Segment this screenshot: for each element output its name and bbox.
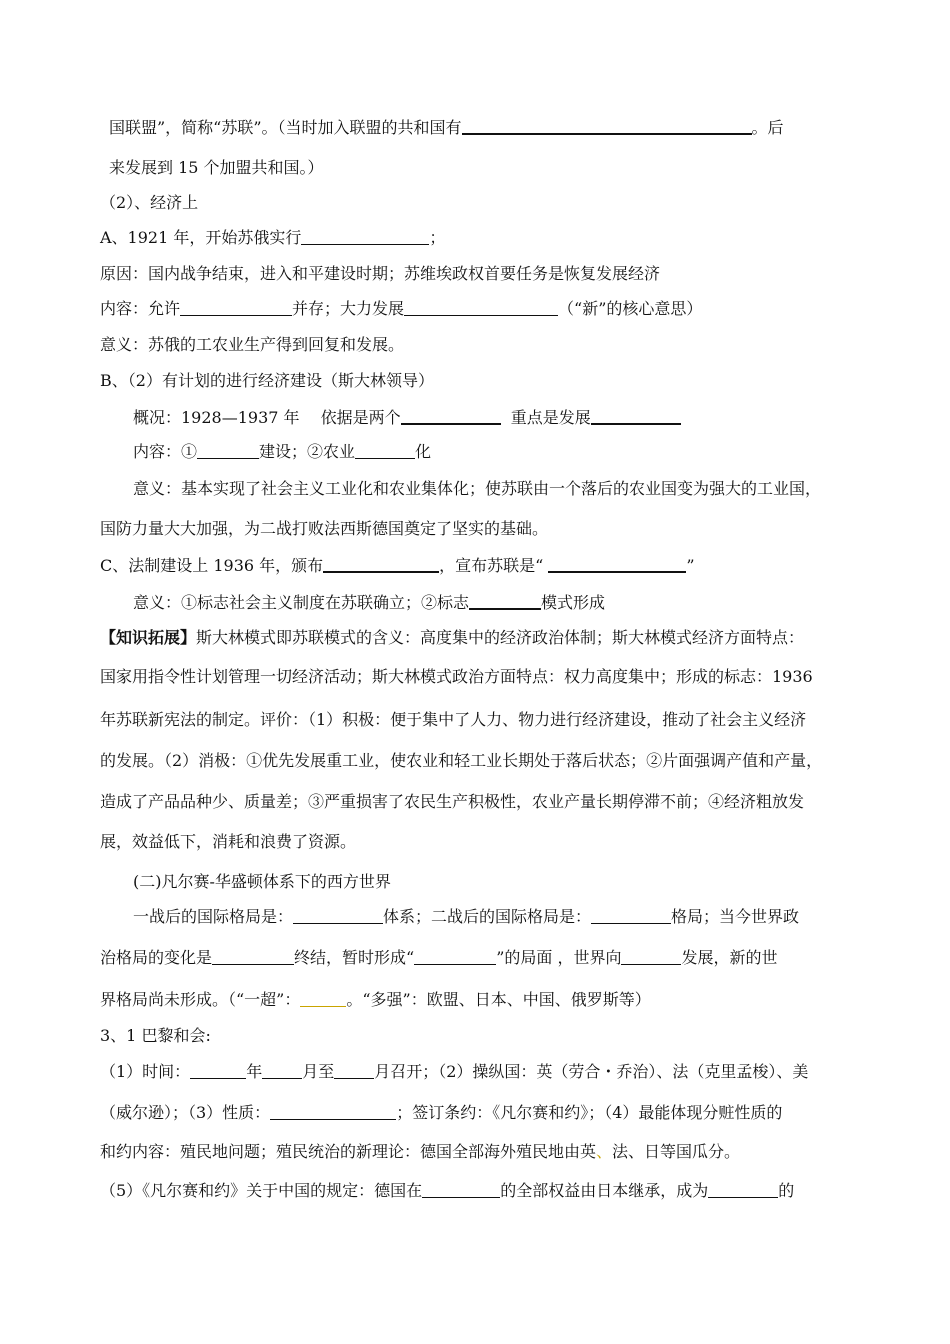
text-segment: 意义：苏俄的工农业生产得到回复和发展。: [100, 335, 405, 354]
text-segment: 斯大林模式即苏联模式的含义：高度集中的经济政治体制；斯大林模式经济方面特点：: [196, 628, 805, 647]
section-heading: [100, 371, 434, 391]
fill-blank: [270, 1103, 396, 1120]
text-segment: ”的局面 ，世界向: [496, 948, 622, 967]
text-segment: （5）《凡尔赛和约》关于中国的规定：德国在: [100, 1181, 423, 1200]
text-segment: 月召开；（2）操纵国：英（劳合・乔治）、法（克里孟梭）、美: [374, 1062, 809, 1081]
text-line: [100, 555, 695, 576]
text-segment: ”: [686, 556, 695, 575]
fill-blank: [300, 990, 346, 1007]
fill-blank: [414, 948, 496, 965]
text-line: [100, 1181, 794, 1201]
text-segment: 重点是发展: [510, 408, 591, 427]
fill-blank: [462, 117, 752, 135]
text-segment: 意义：①标志社会主义制度在苏联确立；②标志: [133, 593, 470, 612]
text-line: [109, 117, 784, 138]
fill-blank: [404, 299, 558, 316]
knowledge-extension-label: 【知识拓展】: [100, 628, 197, 647]
text-segment: 概况：1928—1937 年 依据是两个: [133, 408, 401, 427]
text-segment: C、法制建设上 1936 年，颁布: [100, 556, 324, 575]
text-segment: （威尔逊）；（3）性质：: [100, 1103, 271, 1122]
text-line: [100, 299, 702, 319]
section-heading: [133, 872, 391, 892]
fill-blank: [548, 555, 686, 573]
text-segment: 。后: [751, 118, 784, 137]
text-segment: 造成了产品品种少、质量差；③严重损害了农民生产积极性，农业产量长期停滞不前；④经济粗放发: [100, 792, 805, 811]
text-segment: 终结，暂时形成“: [294, 948, 415, 967]
text-segment: 的发展。（2）消极：①优先发展重工业，使农业和轻工业长期处于落后状态；②片面强调产值和产量，: [100, 751, 823, 770]
fill-blank: [180, 299, 292, 316]
text-line: [100, 751, 822, 771]
text-segment: 展，效益低下，消耗和浪费了资源。: [100, 832, 357, 851]
fill-blank: [197, 442, 259, 459]
text-segment: 原因：国内战争结束，进入和平建设时期；苏维埃政权首要任务是恢复发展经济: [100, 264, 661, 283]
text-segment: 格局；当今世界政: [671, 907, 800, 926]
text-segment: 年: [246, 1062, 263, 1081]
fill-blank: [708, 1181, 778, 1198]
text-segment: （“新”的核心意思）: [558, 299, 703, 318]
text-segment: ，宣布苏联是“: [439, 556, 544, 575]
text-segment: 意义：基本实现了社会主义工业化和农业集体化；使苏联由一个落后的农业国变为强大的工业国，: [133, 479, 822, 498]
text-segment: 法、日等国瓜分。: [612, 1142, 741, 1161]
fill-blank: [355, 442, 415, 459]
fill-blank: [334, 1062, 374, 1079]
fill-blank: [212, 948, 294, 965]
text-segment: 内容：①: [133, 442, 198, 461]
text-segment: 化: [415, 442, 432, 461]
fill-blank: [323, 555, 439, 573]
section-heading: [100, 193, 198, 213]
fill-blank: [422, 1181, 500, 1198]
text-line: [100, 335, 404, 355]
text-segment: 3、1 巴黎和会:: [100, 1026, 211, 1045]
text-segment: 国联盟”，简称“苏联”。（当时加入联盟的共和国有: [109, 118, 462, 137]
text-segment: 和约内容：殖民地问题；殖民统治的新理论：德国全部海外殖民地由英: [100, 1142, 597, 1161]
text-segment: 来发展到 15 个加盟共和国。）: [109, 158, 324, 177]
text-line: [100, 832, 356, 852]
text-segment: 月至: [302, 1062, 335, 1081]
text-line: [100, 228, 445, 248]
text-line: [100, 948, 778, 968]
text-segment: ；签订条约：《凡尔赛和约》；（4）最能体现分赃性质的: [396, 1103, 783, 1122]
text-segment: 一战后的国际格局是：: [133, 907, 294, 926]
fill-blank: [293, 907, 383, 924]
text-segment: 的全部权益由日本继承，成为: [500, 1181, 709, 1200]
text-segment: 治格局的变化是: [100, 948, 213, 967]
text-line: [100, 519, 548, 539]
text-segment: 。“多强”：欧盟、日本、中国、俄罗斯等）: [346, 990, 651, 1009]
text-segment: ；: [429, 228, 446, 247]
fill-blank: [190, 1062, 246, 1079]
fill-blank: [262, 1062, 302, 1079]
text-line: [100, 1142, 740, 1162]
text-segment: 内容：允许: [100, 299, 181, 318]
text-segment: 界格局尚未形成。（“一超”：: [100, 990, 301, 1009]
text-segment: 模式形成: [541, 593, 606, 612]
fill-blank: [301, 228, 429, 245]
text-line: [100, 628, 804, 648]
text-segment: 并存；大力发展: [292, 299, 405, 318]
text-segment: 国家用指令性计划管理一切经济活动；斯大林模式政治方面特点：权力高度集中；形成的标志：1936: [100, 667, 813, 686]
fill-blank: [469, 592, 541, 610]
text-segment: 体系；二战后的国际格局是：: [383, 907, 592, 926]
text-segment: （1）时间：: [100, 1062, 191, 1081]
text-segment: 建设；②农业: [259, 442, 356, 461]
section-heading: [100, 1026, 211, 1046]
text-line: [100, 1062, 808, 1082]
fill-blank: [401, 407, 501, 425]
text-segment: 、: [596, 1142, 613, 1161]
fill-blank: [591, 407, 681, 425]
text-line: [133, 479, 821, 499]
text-line: [100, 792, 804, 812]
fill-blank: [621, 948, 681, 965]
text-line: [100, 667, 813, 687]
text-line: [100, 710, 806, 730]
text-segment: B、（2）有计划的进行经济建设（斯大林领导）: [100, 371, 434, 390]
text-segment: 年苏联新宪法的制定。评价：（1）积极：便于集中了人力、物力进行经济建设，推动了社会主义经济: [100, 710, 807, 729]
text-line: [133, 407, 681, 428]
text-line: [109, 158, 324, 178]
text-segment: 的: [778, 1181, 795, 1200]
text-line: [100, 990, 651, 1010]
text-segment: 发展，新的世: [681, 948, 778, 967]
text-segment: 国防力量大大加强，为二战打败法西斯德国奠定了坚实的基础。: [100, 519, 549, 538]
text-line: [133, 442, 431, 462]
text-segment: （2）、经济上: [100, 193, 199, 212]
text-segment: A、1921 年，开始苏俄实行: [100, 228, 302, 247]
text-line: [100, 1103, 782, 1123]
fill-blank: [591, 907, 671, 924]
text-line: [133, 907, 799, 927]
text-line: [133, 592, 605, 613]
text-segment: (二)凡尔赛-华盛顿体系下的西方世界: [133, 872, 391, 891]
text-line: [100, 264, 660, 284]
